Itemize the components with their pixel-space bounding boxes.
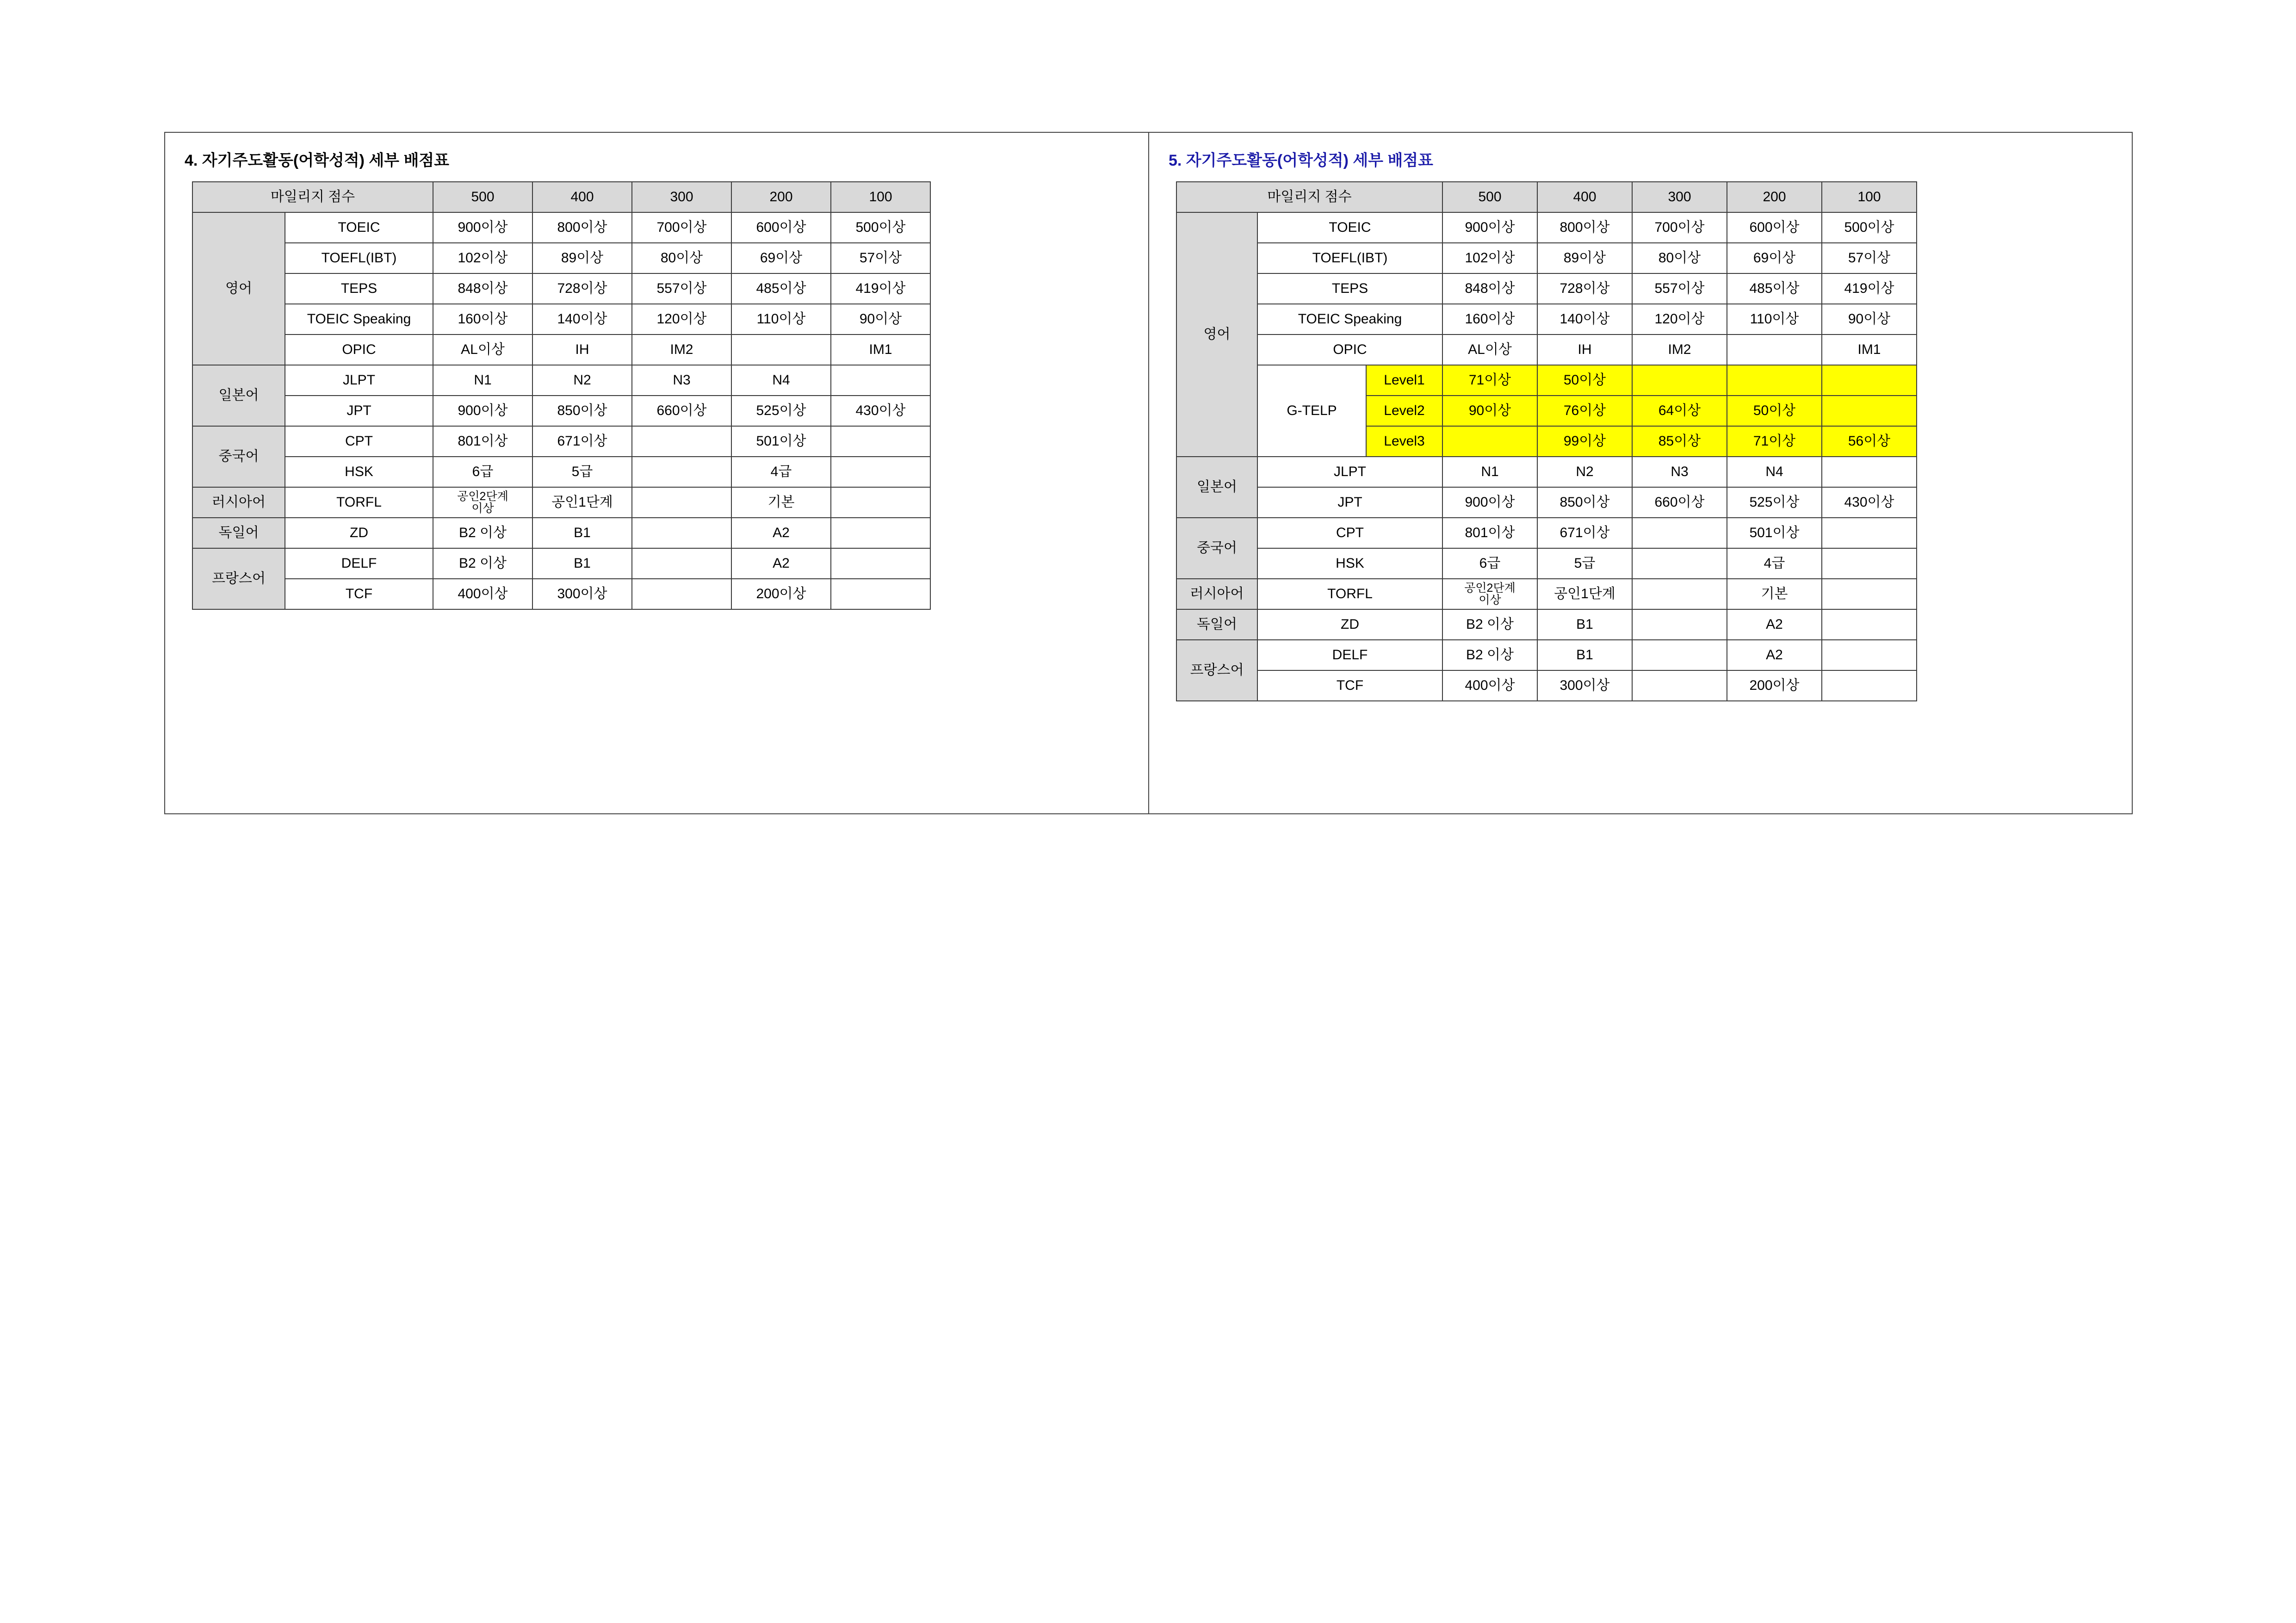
score-cell: 90이상	[1442, 396, 1537, 426]
score-cell: 99이상	[1537, 426, 1632, 457]
score-cell: B1	[532, 518, 632, 548]
score-cell: A2	[1727, 640, 1822, 670]
score-cell: 4급	[731, 457, 831, 487]
score-cell: A2	[731, 548, 831, 579]
score-cell: B2 이상	[1442, 609, 1537, 640]
score-cell: 110이상	[731, 304, 831, 335]
score-cell: 557이상	[1632, 273, 1727, 304]
score-cell: 90이상	[1822, 304, 1917, 335]
score-cell: 71이상	[1727, 426, 1822, 457]
language-group-label: 프랑스어	[1176, 640, 1257, 701]
table-row	[1176, 273, 1917, 304]
score-cell: 501이상	[1727, 518, 1822, 548]
score-cell	[632, 487, 731, 518]
panel-right	[1149, 132, 2133, 814]
score-cell: B2 이상	[1442, 640, 1537, 670]
score-cell: 400이상	[433, 579, 532, 609]
score-cell: 69이상	[731, 243, 831, 273]
score-cell: 900이상	[433, 396, 532, 426]
test-name-label: TOEIC Speaking	[1257, 304, 1442, 335]
score-cell: 50이상	[1727, 396, 1822, 426]
score-cell: 800이상	[532, 212, 632, 243]
score-cell	[1822, 579, 1917, 609]
score-cell: 900이상	[433, 212, 532, 243]
score-cell: 50이상	[1537, 365, 1632, 396]
score-cell: IH	[1537, 335, 1632, 365]
score-cell: N2	[1537, 457, 1632, 487]
test-name-label: TOEIC	[1257, 212, 1442, 243]
score-cell	[1442, 426, 1537, 457]
score-cell: A2	[731, 518, 831, 548]
score-cell: 56이상	[1822, 426, 1917, 457]
score-cell: 기본	[1727, 579, 1822, 609]
score-cell: 400이상	[1442, 670, 1537, 701]
score-cell: 140이상	[1537, 304, 1632, 335]
score-cell: N3	[1632, 457, 1727, 487]
table-row	[192, 335, 930, 365]
test-name-label: HSK	[1257, 548, 1442, 579]
mileage-score-label: 마일리지 점수	[1176, 182, 1442, 212]
score-cell: 76이상	[1537, 396, 1632, 426]
score-cell	[831, 579, 930, 609]
table-row	[192, 396, 930, 426]
score-cell	[632, 579, 731, 609]
table-row	[1176, 548, 1917, 579]
score-cell: 300이상	[1537, 670, 1632, 701]
score-cell	[1727, 365, 1822, 396]
score-cell: 102이상	[433, 243, 532, 273]
test-name-label: CPT	[1257, 518, 1442, 548]
score-cell: 700이상	[1632, 212, 1727, 243]
score-cell: B1	[1537, 609, 1632, 640]
score-cell	[831, 457, 930, 487]
test-name-label: HSK	[285, 457, 433, 487]
score-cell	[731, 335, 831, 365]
score-cell: 801이상	[433, 426, 532, 457]
language-group-label: 영어	[1176, 212, 1257, 457]
score-column-header: 500	[1442, 182, 1537, 212]
score-cell	[632, 426, 731, 457]
score-cell: N1	[1442, 457, 1537, 487]
score-cell: 공인2단계 이상	[1442, 579, 1537, 609]
test-name-label: TOEIC	[285, 212, 433, 243]
test-name-label: TEPS	[1257, 273, 1442, 304]
score-cell	[632, 457, 731, 487]
language-group-label: 일본어	[1176, 457, 1257, 518]
test-level-label: Level1	[1366, 365, 1442, 396]
score-cell	[1727, 335, 1822, 365]
table-row	[192, 518, 930, 548]
score-cell	[632, 548, 731, 579]
score-cell: 430이상	[1822, 487, 1917, 518]
table-row	[192, 579, 930, 609]
test-name-label: OPIC	[1257, 335, 1442, 365]
score-cell: 801이상	[1442, 518, 1537, 548]
score-column-header: 400	[1537, 182, 1632, 212]
table-row	[192, 487, 930, 518]
left-table-title: 4. 자기주도활동(어학성적) 세부 배점표	[185, 152, 449, 169]
language-group-label: 중국어	[192, 426, 285, 487]
score-cell: 525이상	[731, 396, 831, 426]
test-name-label: TOEFL(IBT)	[285, 243, 433, 273]
score-cell: 850이상	[1537, 487, 1632, 518]
score-cell: B1	[1537, 640, 1632, 670]
score-cell: B1	[532, 548, 632, 579]
mileage-score-label: 마일리지 점수	[192, 182, 433, 212]
table-row	[1176, 457, 1917, 487]
language-group-label: 러시아어	[192, 487, 285, 518]
score-cell: 500이상	[1822, 212, 1917, 243]
score-cell: 80이상	[1632, 243, 1727, 273]
score-cell: IM1	[1822, 335, 1917, 365]
score-column-header: 100	[1822, 182, 1917, 212]
test-name-label: TCF	[285, 579, 433, 609]
score-cell: AL이상	[1442, 335, 1537, 365]
test-name-label: TORFL	[285, 487, 433, 518]
score-cell: 89이상	[1537, 243, 1632, 273]
score-cell: 848이상	[1442, 273, 1537, 304]
table-row	[1176, 579, 1917, 609]
score-cell: 기본	[731, 487, 831, 518]
test-name-label: JPT	[285, 396, 433, 426]
right-score-table	[1176, 181, 1917, 701]
score-cell: 419이상	[1822, 273, 1917, 304]
table-row	[1176, 609, 1917, 640]
score-cell: N2	[532, 365, 632, 396]
test-name-label: TEPS	[285, 273, 433, 304]
test-name-label: TORFL	[1257, 579, 1442, 609]
test-name-label: OPIC	[285, 335, 433, 365]
score-cell: 501이상	[731, 426, 831, 457]
table-row	[1176, 304, 1917, 335]
score-cell: IH	[532, 335, 632, 365]
score-column-header: 200	[731, 182, 831, 212]
language-group-label: 일본어	[192, 365, 285, 426]
score-cell	[1632, 579, 1727, 609]
table-row	[192, 304, 930, 335]
score-cell: 6급	[433, 457, 532, 487]
score-column-header: 300	[1632, 182, 1727, 212]
score-cell: 120이상	[1632, 304, 1727, 335]
test-name-label: DELF	[1257, 640, 1442, 670]
test-name-label: DELF	[285, 548, 433, 579]
score-cell	[1822, 518, 1917, 548]
table-row	[1176, 670, 1917, 701]
score-cell	[1822, 670, 1917, 701]
score-cell: N4	[731, 365, 831, 396]
score-cell: 600이상	[731, 212, 831, 243]
table-row	[192, 273, 930, 304]
score-cell	[831, 548, 930, 579]
table-row	[1176, 243, 1917, 273]
score-cell	[632, 518, 731, 548]
score-cell: B2 이상	[433, 548, 532, 579]
score-cell	[831, 487, 930, 518]
test-name-label: JPT	[1257, 487, 1442, 518]
score-cell: 120이상	[632, 304, 731, 335]
score-cell: 660이상	[1632, 487, 1727, 518]
score-cell: IM1	[831, 335, 930, 365]
score-cell: 85이상	[1632, 426, 1727, 457]
score-cell: 900이상	[1442, 487, 1537, 518]
table-row	[1176, 212, 1917, 243]
score-cell: AL이상	[433, 335, 532, 365]
score-cell: 공인1단계	[532, 487, 632, 518]
score-cell: 500이상	[831, 212, 930, 243]
score-cell: 200이상	[1727, 670, 1822, 701]
score-cell	[1822, 457, 1917, 487]
test-level-label: Level2	[1366, 396, 1442, 426]
score-cell: 557이상	[632, 273, 731, 304]
score-cell: 419이상	[831, 273, 930, 304]
score-cell: 850이상	[532, 396, 632, 426]
score-cell: 140이상	[532, 304, 632, 335]
score-cell: 69이상	[1727, 243, 1822, 273]
test-name-label: ZD	[285, 518, 433, 548]
score-cell: 671이상	[532, 426, 632, 457]
score-cell	[1632, 609, 1727, 640]
table-row	[192, 212, 930, 243]
score-cell: 57이상	[831, 243, 930, 273]
score-cell: 485이상	[1727, 273, 1822, 304]
score-cell: 공인2단계 이상	[433, 487, 532, 518]
test-name-label: G-TELP	[1257, 365, 1366, 457]
score-cell: 600이상	[1727, 212, 1822, 243]
score-cell: 700이상	[632, 212, 731, 243]
score-cell	[1822, 640, 1917, 670]
score-cell	[1822, 548, 1917, 579]
test-name-label: CPT	[285, 426, 433, 457]
language-group-label: 중국어	[1176, 518, 1257, 579]
table-row	[192, 243, 930, 273]
score-cell: 110이상	[1727, 304, 1822, 335]
score-cell: 728이상	[1537, 273, 1632, 304]
score-cell: 89이상	[532, 243, 632, 273]
score-cell: 71이상	[1442, 365, 1537, 396]
score-cell	[831, 426, 930, 457]
score-cell	[1822, 396, 1917, 426]
score-cell	[1822, 609, 1917, 640]
score-cell: 848이상	[433, 273, 532, 304]
panels-container	[164, 132, 2133, 814]
score-cell: 102이상	[1442, 243, 1537, 273]
score-cell: 671이상	[1537, 518, 1632, 548]
score-cell: 200이상	[731, 579, 831, 609]
language-group-label: 프랑스어	[192, 548, 285, 609]
score-cell	[1632, 365, 1727, 396]
table-row	[192, 457, 930, 487]
score-cell: 160이상	[1442, 304, 1537, 335]
score-column-header: 100	[831, 182, 930, 212]
score-cell	[831, 365, 930, 396]
score-cell: 160이상	[433, 304, 532, 335]
score-cell: N4	[1727, 457, 1822, 487]
test-name-label: ZD	[1257, 609, 1442, 640]
score-column-header: 200	[1727, 182, 1822, 212]
score-cell: 4급	[1727, 548, 1822, 579]
score-cell: 80이상	[632, 243, 731, 273]
table-row	[1176, 487, 1917, 518]
score-cell	[1632, 518, 1727, 548]
score-cell: 6급	[1442, 548, 1537, 579]
language-group-label: 영어	[192, 212, 285, 365]
score-cell: 5급	[532, 457, 632, 487]
table-header-row	[192, 182, 930, 212]
score-cell	[1632, 640, 1727, 670]
score-cell: 485이상	[731, 273, 831, 304]
table-row	[1176, 335, 1917, 365]
table-row	[1176, 518, 1917, 548]
score-cell: 64이상	[1632, 396, 1727, 426]
score-cell	[1632, 670, 1727, 701]
score-cell	[1632, 548, 1727, 579]
score-cell: 공인1단계	[1537, 579, 1632, 609]
score-cell: 900이상	[1442, 212, 1537, 243]
language-group-label: 독일어	[1176, 609, 1257, 640]
score-column-header: 500	[433, 182, 532, 212]
score-cell: 5급	[1537, 548, 1632, 579]
table-row	[192, 548, 930, 579]
test-name-label: TOEFL(IBT)	[1257, 243, 1442, 273]
score-cell: B2 이상	[433, 518, 532, 548]
language-group-label: 독일어	[192, 518, 285, 548]
score-cell: 728이상	[532, 273, 632, 304]
table-row	[192, 365, 930, 396]
score-cell: N1	[433, 365, 532, 396]
table-header-row	[1176, 182, 1917, 212]
panel-left	[164, 132, 1149, 814]
test-name-label: JLPT	[285, 365, 433, 396]
score-cell: N3	[632, 365, 731, 396]
table-row	[1176, 365, 1917, 396]
left-score-table	[192, 181, 931, 610]
table-row	[1176, 640, 1917, 670]
score-cell: IM2	[632, 335, 731, 365]
language-group-label: 러시아어	[1176, 579, 1257, 609]
right-table-title: 5. 자기주도활동(어학성적) 세부 배점표	[1169, 152, 1433, 169]
score-cell: 525이상	[1727, 487, 1822, 518]
score-cell: 300이상	[532, 579, 632, 609]
score-cell: 660이상	[632, 396, 731, 426]
score-cell: 57이상	[1822, 243, 1917, 273]
score-cell: A2	[1727, 609, 1822, 640]
score-column-header: 400	[532, 182, 632, 212]
score-cell	[1822, 365, 1917, 396]
score-cell: 800이상	[1537, 212, 1632, 243]
score-cell: 90이상	[831, 304, 930, 335]
score-cell: IM2	[1632, 335, 1727, 365]
test-name-label: JLPT	[1257, 457, 1442, 487]
test-name-label: TCF	[1257, 670, 1442, 701]
test-level-label: Level3	[1366, 426, 1442, 457]
table-row	[192, 426, 930, 457]
test-name-label: TOEIC Speaking	[285, 304, 433, 335]
score-cell	[831, 518, 930, 548]
score-cell: 430이상	[831, 396, 930, 426]
score-column-header: 300	[632, 182, 731, 212]
